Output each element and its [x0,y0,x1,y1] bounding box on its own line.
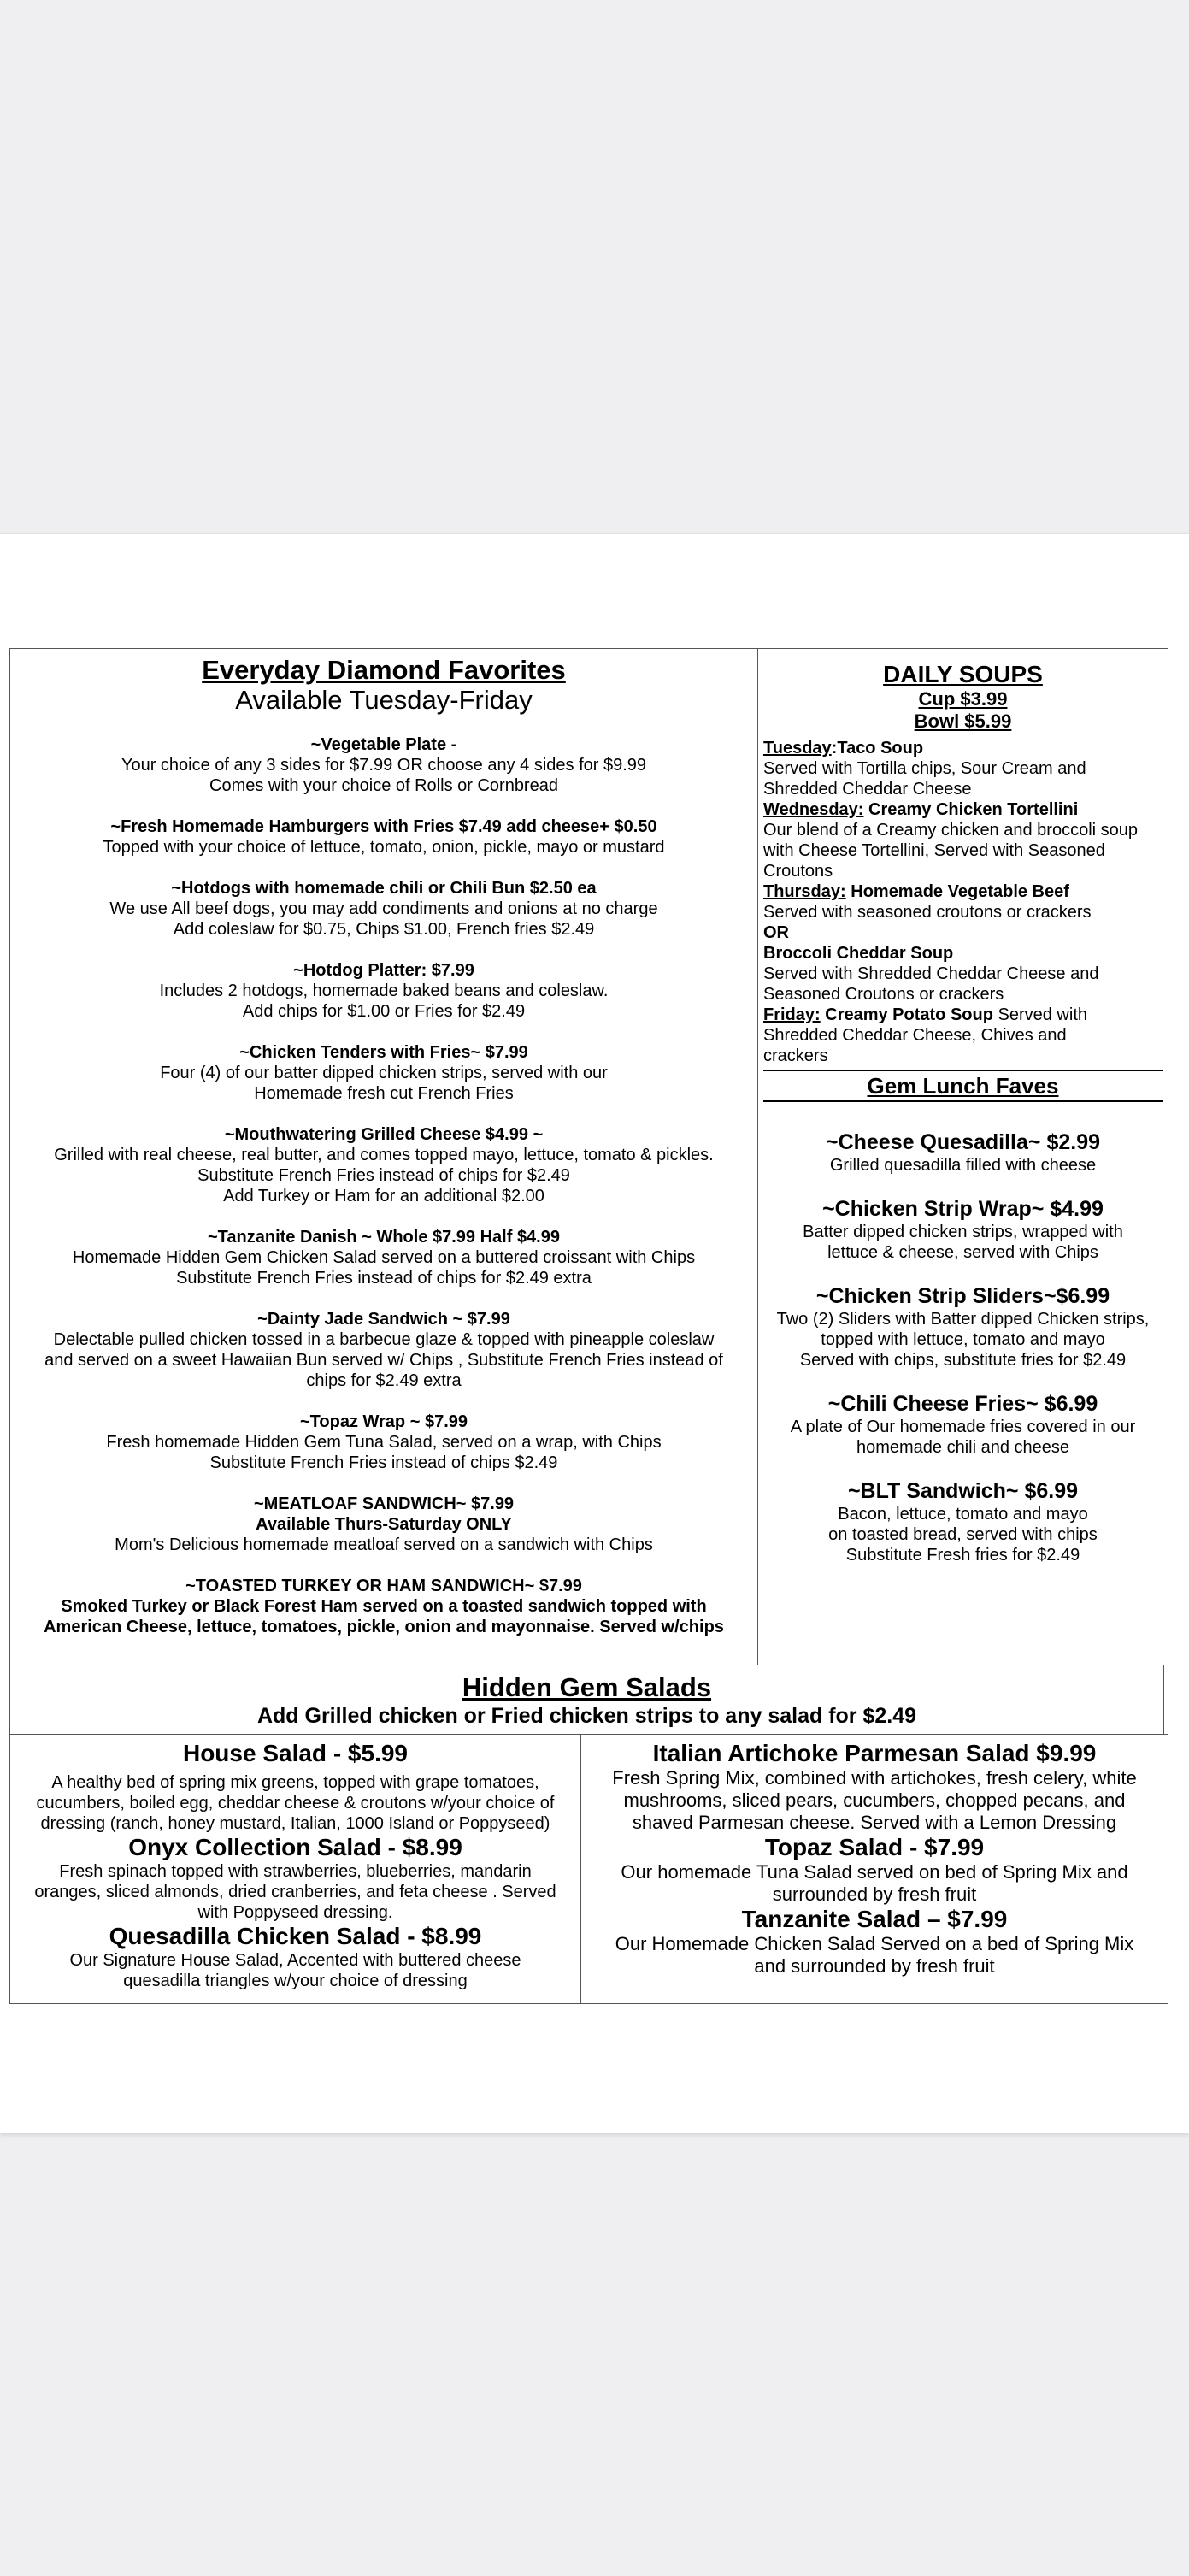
gem-item-blt-sandwich [758,1478,1168,1565]
item-name: Italian Artichoke Parmesan Salad $9.99 [652,1740,1097,1766]
item-desc: cucumbers, boiled egg, cheddar cheese & croutons w/your choice of [36,1794,555,1813]
item-name: ~Hotdogs with homemade chili or Chili Bun $2.50 ea [171,879,597,898]
soup-desc: Served with [992,1005,1088,1024]
item-desc: and surrounded by fresh fruit [754,1955,995,1977]
item-desc: Fresh Spring Mix, combined with artichokes, fresh celery, white [612,1767,1137,1789]
soup-alt-name: Broccoli Cheddar Soup [763,944,954,963]
favorites-title: Everyday Diamond Favorites [202,655,566,685]
gem-item-chicken-strip-sliders [758,1283,1168,1371]
item-desc: lettuce & cheese, served with Chips [827,1243,1098,1262]
item-desc: topped with lettuce, tomato and mayo [821,1330,1105,1349]
item-name: ~Chicken Tenders with Fries~ $7.99 [239,1043,528,1062]
item-desc: Comes with your choice of Rolls or Cornbread [209,776,558,795]
item-name: ~Cheese Quesadilla~ $2.99 [825,1130,1101,1154]
item-desc: Substitute French Fries instead of chips for $2.49 extra [176,1269,592,1288]
item-name: Topaz Salad - $7.99 [764,1834,985,1860]
soup-desc: Served with Tortilla chips, Sour Cream and [763,759,1086,778]
item-desc: Our Homemade Chicken Salad Served on a bed of Spring Mix [615,1933,1134,1954]
item-desc: Homemade fresh cut French Fries [254,1084,514,1103]
item-desc: Four (4) of our batter dipped chicken strips, served with our [160,1064,608,1082]
soups-title: DAILY SOUPS [883,661,1043,687]
item-desc: American Cheese, lettuce, tomatoes, pickle, onion and mayonnaise. Served w/chips [44,1618,724,1636]
item-desc: Topped with your choice of lettuce, tomato, onion, pickle, mayo or mustard [103,838,665,857]
menu-item-tanzanite-danish [10,1227,757,1288]
item-name: ~Mouthwatering Grilled Cheese $4.99 ~ [224,1125,544,1144]
item-desc: quesadilla triangles w/your choice of dressing [123,1972,468,1990]
favorites-section [9,648,758,1665]
gem-faves-list [758,1129,1168,1565]
salad-item-topaz [588,1834,1161,1906]
soup-name: Creamy Chicken Tortellini [863,800,1079,819]
item-desc: Fresh spinach topped with strawberries, blueberries, mandarin [59,1862,532,1881]
item-desc: Your choice of any 3 sides for $7.99 OR choose any 4 sides for $9.99 [121,756,647,775]
item-desc: Smoked Turkey or Black Forest Ham served on a toasted sandwich topped with [61,1597,707,1616]
salad-item-house [17,1740,574,1834]
soup-desc: Served with Shredded Cheddar Cheese and [763,964,1099,983]
soup-friday [763,1005,1163,1025]
soup-desc: with Cheese Tortellini, Served with Seasoned [763,841,1105,860]
soup-day: Thursday: [763,882,846,901]
menu-item-grilled-cheese [10,1124,757,1206]
soup-day: Tuesday [763,739,832,757]
salads-right-column [580,1734,1168,2004]
item-name: Onyx Collection Salad - $8.99 [128,1834,462,1860]
soup-day: Wednesday: [763,800,864,819]
item-name: ~Vegetable Plate - [310,735,457,754]
menu-item-dainty-jade [10,1309,757,1391]
item-desc: surrounded by fresh fruit [772,1883,977,1905]
item-desc: We use All beef dogs, you may add condiments and onions at no charge [109,899,658,918]
item-name: ~MEATLOAF SANDWICH~ $7.99 [253,1494,515,1513]
item-desc: Add chips for $1.00 or Fries for $2.49 [242,1002,526,1021]
item-desc: Batter dipped chicken strips, wrapped with [803,1223,1123,1241]
salad-item-tanzanite [588,1906,1161,1978]
salad-item-onyx [17,1834,574,1923]
gem-item-chicken-strip-wrap [758,1196,1168,1263]
item-name: Quesadilla Chicken Salad - $8.99 [109,1923,482,1949]
soup-thursday [763,881,1163,902]
item-desc: with Poppyseed dressing. [197,1903,393,1922]
item-desc: Two (2) Sliders with Batter dipped Chicken strips, [776,1310,1150,1329]
item-name: ~Chicken Strip Wrap~ $4.99 [822,1197,1104,1221]
item-desc: homemade chili and cheese [856,1438,1070,1457]
soup-desc: Our blend of a Creamy chicken and broccoli soup [763,821,1139,840]
menu-item-chicken-tenders [10,1042,757,1104]
menu-item-vegetable-plate [10,734,757,796]
item-name: ~Hotdog Platter: $7.99 [293,961,474,980]
item-desc: Mom's Delicious homemade meatloaf served on a sandwich with Chips [115,1536,653,1554]
salads-title: Hidden Gem Salads [462,1672,712,1702]
item-desc: Substitute Fresh fries for $2.49 [845,1546,1080,1565]
item-desc: dressing (ranch, honey mustard, Italian, 1000 Island or Poppyseed) [40,1814,550,1833]
divider [763,1100,1163,1102]
item-desc: shaved Parmesan cheese. Served with a Lemon Dressing [632,1812,1117,1833]
item-desc: oranges, sliced almonds, dried cranberries, and feta cheese . Served [34,1883,556,1901]
soup-cup-price: Cup $3.99 [918,688,1008,710]
item-desc: Includes 2 hotdogs, homemade baked beans and coleslaw. [159,981,609,1000]
item-desc: Served with chips, substitute fries for $2.49 [799,1351,1127,1370]
item-name: ~Chili Cheese Fries~ $6.99 [827,1392,1098,1416]
salad-item-quesadilla-chicken [17,1923,574,1991]
menu-item-hotdog-platter [10,960,757,1022]
soup-name: :Taco Soup [831,739,924,757]
gem-item-cheese-quesadilla [758,1129,1168,1176]
item-name: ~TOASTED TURKEY OR HAM SANDWICH~ $7.99 [185,1577,582,1595]
menu-item-hamburgers [10,816,757,858]
soup-desc: Seasoned Croutons or crackers [763,985,1004,1004]
item-name: ~Tanzanite Danish ~ Whole $7.99 Half $4.99 [207,1228,560,1247]
menu-item-topaz-wrap [10,1412,757,1473]
salads-header [9,1665,1164,1735]
item-desc: and served on a sweet Hawaiian Bun served w/ Chips , Substitute French Fries instead of [44,1351,723,1370]
menu-item-meatloaf [10,1494,757,1555]
soup-name: Homemade Vegetable Beef [845,882,1069,901]
item-desc: on toasted bread, served with chips [828,1525,1098,1544]
favorites-subtitle: Available Tuesday-Friday [235,685,533,715]
item-desc: Grilled with real cheese, real butter, and comes topped mayo, lettuce, tomato & pickles. [54,1146,714,1164]
item-desc: Fresh homemade Hidden Gem Tuna Salad, served on a wrap, with Chips [106,1433,662,1452]
salad-item-italian-artichoke [588,1740,1161,1834]
item-name: Tanzanite Salad – $7.99 [741,1906,1008,1932]
soup-desc: crackers [763,1046,828,1065]
item-name: ~Chicken Strip Sliders~$6.99 [815,1284,1110,1308]
soup-schedule [758,733,1168,1066]
item-name: ~BLT Sandwich~ $6.99 [847,1479,1079,1503]
soup-desc: Shredded Cheddar Cheese [763,780,972,799]
item-desc: Grilled quesadilla filled with cheese [829,1156,1097,1175]
gem-item-chili-cheese-fries [758,1391,1168,1458]
gem-faves-title: Gem Lunch Faves [867,1073,1059,1099]
item-desc: Substitute French Fries instead of chips $2.49 [209,1453,558,1472]
item-desc: Delectable pulled chicken tossed in a barbecue glaze & topped with pineapple coleslaw [53,1330,715,1349]
item-desc: A healthy bed of spring mix greens, topped with grape tomatoes, [51,1773,539,1792]
soup-desc: Croutons [763,862,833,881]
item-name: ~Fresh Homemade Hamburgers with Fries $7.49 add cheese+ $0.50 [110,817,657,836]
item-desc: Add coleslaw for $0.75, Chips $1.00, French fries $2.49 [173,920,595,939]
viewer-background [0,0,1189,534]
menu-item-hotdogs [10,878,757,940]
salads-left-column [9,1734,581,2004]
soup-or: OR [763,923,789,942]
item-name: ~Dainty Jade Sandwich ~ $7.99 [257,1310,510,1329]
item-desc: Our Signature House Salad, Accented with buttered cheese [69,1951,521,1970]
soup-bowl-price: Bowl $5.99 [914,710,1012,732]
item-desc: Our homemade Tuna Salad served on bed of Spring Mix and [621,1861,1128,1883]
item-desc: A plate of Our homemade fries covered in our [790,1418,1136,1436]
item-desc: chips for $2.49 extra [306,1371,462,1390]
item-desc: Homemade Hidden Gem Chicken Salad served on a buttered croissant with Chips [72,1248,696,1267]
soup-wednesday [763,799,1163,820]
item-availability: Available Thurs-Saturday ONLY [256,1515,512,1534]
item-desc: mushrooms, sliced pears, cucumbers, chopped pecans, and [623,1789,1126,1811]
soup-desc: Shredded Cheddar Cheese, Chives and [763,1026,1067,1045]
soup-desc: Served with seasoned croutons or crackers [763,903,1092,922]
item-desc: Bacon, lettuce, tomato and mayo [838,1505,1088,1524]
item-desc: Substitute French Fries instead of chips for $2.49 [197,1166,570,1185]
item-desc: Add Turkey or Ham for an additional $2.00 [223,1187,544,1205]
item-name: ~Topaz Wrap ~ $7.99 [299,1412,468,1431]
soup-day: Friday: [763,1005,821,1024]
soups-section [757,648,1168,1665]
salads-subtitle: Add Grilled chicken or Fried chicken strips to any salad for $2.49 [256,1704,917,1728]
soup-name: Creamy Potato Soup [820,1005,993,1024]
soup-tuesday [763,738,1163,758]
menu-item-toasted-turkey [10,1576,757,1637]
item-name: House Salad - $5.99 [182,1740,408,1766]
